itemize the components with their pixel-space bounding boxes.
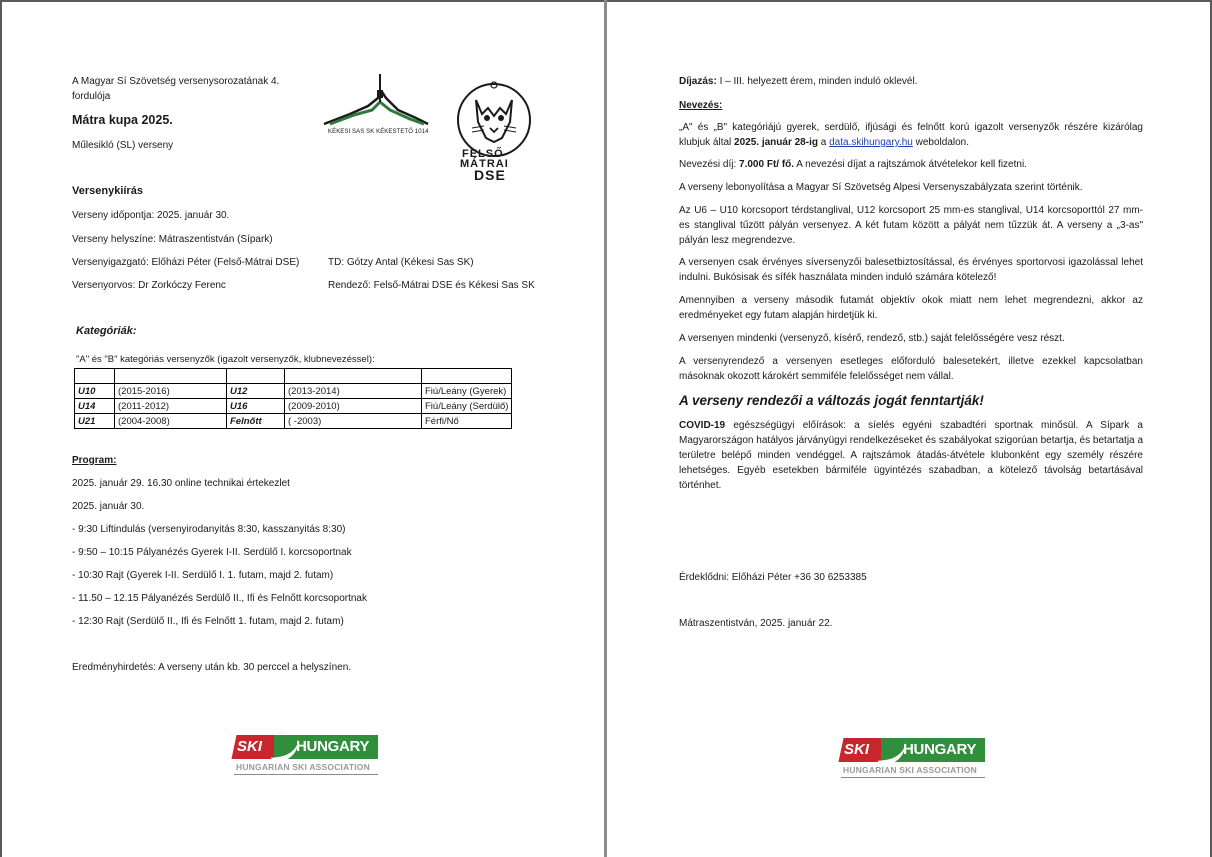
- right-page: [607, 0, 1210, 857]
- categories-title: Kategóriák:: [76, 325, 137, 337]
- table-cell: (2009-2010): [285, 399, 422, 414]
- ski-logo-hungary-text: HUNGARY: [903, 741, 977, 758]
- technical-delegate: TD: Gótzy Antal (Kékesi Sas SK): [328, 257, 474, 268]
- table-row: [75, 384, 512, 399]
- covid-text: egészségügyi előírások: a síelés egyéni szabadtéri sportnak minősül. A Sípark a Magyarországon hatályos járványügyi rendelkezéseket és szabályokat szigorúan betartja, és betartatja a területre belépő minden vendéggel. A rajtszámok átadás-átvétele klubonként egy személy részére lehetséges. Egyéb esetekben bármiféle ügyintézés szabadban, a kötelező távolság betartásával történhet.: [679, 420, 1143, 491]
- entry-text-b: a: [817, 137, 830, 148]
- ski-logo-hungary-text: HUNGARY: [296, 738, 370, 755]
- second-run-paragraph: Amennyiben a verseny második futamát objektív okok miatt nem lehet megrendezni, akkor az eredményeket egy futam alapján hirdetjük ki.: [679, 295, 1143, 321]
- fee-amount: 7.000 Ft/ fő.: [739, 159, 795, 170]
- program-title: Program:: [72, 455, 117, 466]
- race-doctor: Versenyorvos: Dr Zorkóczy Ferenc: [72, 280, 226, 291]
- discipline-line: Műlesikló (SL) verseny: [72, 140, 174, 151]
- prizes-label: Díjazás:: [679, 76, 717, 87]
- entry-deadline: 2025. január 28-ig: [734, 137, 818, 148]
- categories-table: [74, 368, 512, 429]
- table-cell: (2013-2014): [285, 384, 422, 399]
- entry-title: Nevezés:: [679, 100, 723, 111]
- table-row: [75, 414, 512, 429]
- table-cell: U12: [227, 384, 285, 399]
- ski-logo-association-text: HUNGARIAN SKI ASSOCIATION: [236, 762, 370, 772]
- change-notice: A verseny rendezői a változás jogát fenntartják!: [679, 393, 984, 408]
- table-cell: (2011-2012): [115, 399, 227, 414]
- fee-note: A nevezési díjat a rajtszámok átvételekor kell fizetni.: [794, 159, 1027, 170]
- program-item: - 9:30 Liftindulás (versenyirodanyitás 8:30, kasszanyitás 8:30): [72, 524, 346, 535]
- fee-label: Nevezési díj:: [679, 159, 740, 170]
- gates-paragraph: Az U6 – U10 korcsoport térdstanglival, U12 korcsoport 25 mm-es stanglival, U14 korcsoporttól 27 mm-es stanglival tűzött pályán versenyez. A két futam között a pályát nem tűzzük át. A verseny a „3-as" pályán lesz megrendezve.: [679, 205, 1143, 246]
- mountain-tower-icon: [320, 72, 432, 128]
- left-page: [2, 0, 604, 857]
- categories-intro: "A" és "B" kategóriás versenyzők (igazolt versenyzők, klubnevezéssel):: [76, 354, 375, 365]
- entry-website-link[interactable]: data.skihungary.hu: [829, 137, 913, 148]
- place-and-date: Mátraszentistván, 2025. január 22.: [679, 618, 833, 629]
- race-organizer: Rendező: Felső-Mátrai DSE és Kékesi Sas SK: [328, 280, 535, 291]
- series-line-1: A Magyar Sí Szövetség versenysorozatának 4.: [72, 76, 280, 87]
- table-cell: Férfi/Nő: [422, 414, 512, 429]
- table-cell: ( -2003): [285, 414, 422, 429]
- entry-text-c: weboldalon.: [912, 137, 970, 148]
- program-item: - 12:30 Rajt (Serdülő II., Ifi és Felnőtt 1. futam, majd 2. futam): [72, 616, 344, 627]
- program-item: - 9:50 – 10:15 Pályanézés Gyerek I-II. Serdülő I. korcsoportnak: [72, 547, 352, 558]
- race-date: Verseny időpontja: 2025. január 30.: [72, 210, 230, 221]
- entry-paragraph: [679, 120, 1143, 150]
- liability-paragraph: A versenyrendező a versenyen esetleges előforduló balesetekért, illetve ezekkel kapcsolatban másoknak okozott károkért semmiféle felelősséget nem vállal.: [679, 356, 1143, 382]
- ski-hungary-logo: [841, 738, 987, 778]
- kekesi-sas-logo: [320, 72, 432, 142]
- dse-logo-text-2: MÁTRAI: [460, 158, 509, 170]
- table-cell: U21: [75, 414, 115, 429]
- contact-line: Érdeklődni: Előházi Péter +36 30 6253385: [679, 572, 867, 583]
- dse-logo-text-1: FELSŐ-: [462, 148, 509, 160]
- table-cell: Felnőtt: [227, 414, 285, 429]
- table-row: [75, 369, 512, 384]
- ski-logo-underline: [841, 777, 985, 778]
- covid-paragraph: [679, 418, 1143, 493]
- program-item: 2025. január 30.: [72, 501, 145, 512]
- ski-logo-ski-text: SKI: [237, 738, 263, 755]
- program-item: - 10:30 Rajt (Gyerek I-II. Serdülő I. 1. futam, majd 2. futam): [72, 570, 334, 581]
- table-cell: U10: [75, 384, 115, 399]
- race-venue: Verseny helyszíne: Mátraszentistván (Sípark): [72, 234, 273, 245]
- table-cell: (2015-2016): [115, 384, 227, 399]
- section-title-versenykiiras: Versenykiírás: [72, 185, 143, 197]
- prizes-line: [679, 75, 917, 88]
- document-title: Mátra kupa 2025.: [72, 113, 173, 127]
- table-cell: [285, 369, 422, 384]
- table-cell: [75, 369, 115, 384]
- prizes-text: I – III. helyezett érem, minden induló oklevél.: [716, 76, 918, 87]
- ski-logo-underline: [234, 774, 378, 775]
- table-cell: [115, 369, 227, 384]
- rules-paragraph: A verseny lebonyolítása a Magyar Sí Szövetség Alpesi Versenyszabályzata szerint történik.: [679, 182, 1083, 193]
- table-cell: U16: [227, 399, 285, 414]
- kekesi-sas-caption: KÉKESI SAS SK KÉKESTETŐ 1014: [328, 129, 429, 135]
- ski-logo-ski-text: SKI: [844, 741, 870, 758]
- table-cell: (2004-2008): [115, 414, 227, 429]
- results-announcement: Eredményhirdetés: A verseny után kb. 30 perccel a helyszínen.: [72, 662, 352, 673]
- program-item: - 11.50 – 12.15 Pályanézés Serdülő II., Ifi és Felnőtt korcsoportnak: [72, 593, 367, 604]
- program-item: 2025. január 29. 16.30 online technikai értekezlet: [72, 478, 290, 489]
- table-cell: Fiú/Leány (Serdülő): [422, 399, 512, 414]
- table-row: [75, 399, 512, 414]
- table-cell: [227, 369, 285, 384]
- ski-logo-association-text: HUNGARIAN SKI ASSOCIATION: [843, 765, 977, 775]
- table-cell: U14: [75, 399, 115, 414]
- ski-hungary-logo: [234, 735, 380, 775]
- entry-text-a: „A" és „B" kategóriájú gyerek, serdülő, ifjúsági és felnőtt korú igazolt versenyzők részére kizárólag klubjuk által: [679, 122, 1143, 148]
- table-cell: [422, 369, 512, 384]
- entry-fee-line: [679, 158, 1027, 171]
- series-line-2: fordulója: [72, 91, 111, 102]
- table-cell: Fiú/Leány (Gyerek): [422, 384, 512, 399]
- covid-label: COVID-19: [679, 420, 726, 431]
- race-director: Versenyigazgató: Előházi Péter (Felső-Mátrai DSE): [72, 257, 300, 268]
- dse-logo-text-3: DSE: [474, 167, 506, 183]
- felso-matrai-dse-logo: [454, 76, 534, 184]
- responsibility-paragraph: A versenyen mindenki (versenyző, kísérő, rendező, stb.) saját felelősségére vesz részt.: [679, 333, 1065, 344]
- insurance-paragraph: A versenyen csak érvényes síversenyzői balesetbiztosítással, és érvényes sportorvosi igazolással lehet indulni. Bukósisak és sífék használata minden induló számára kötelező!: [679, 257, 1143, 283]
